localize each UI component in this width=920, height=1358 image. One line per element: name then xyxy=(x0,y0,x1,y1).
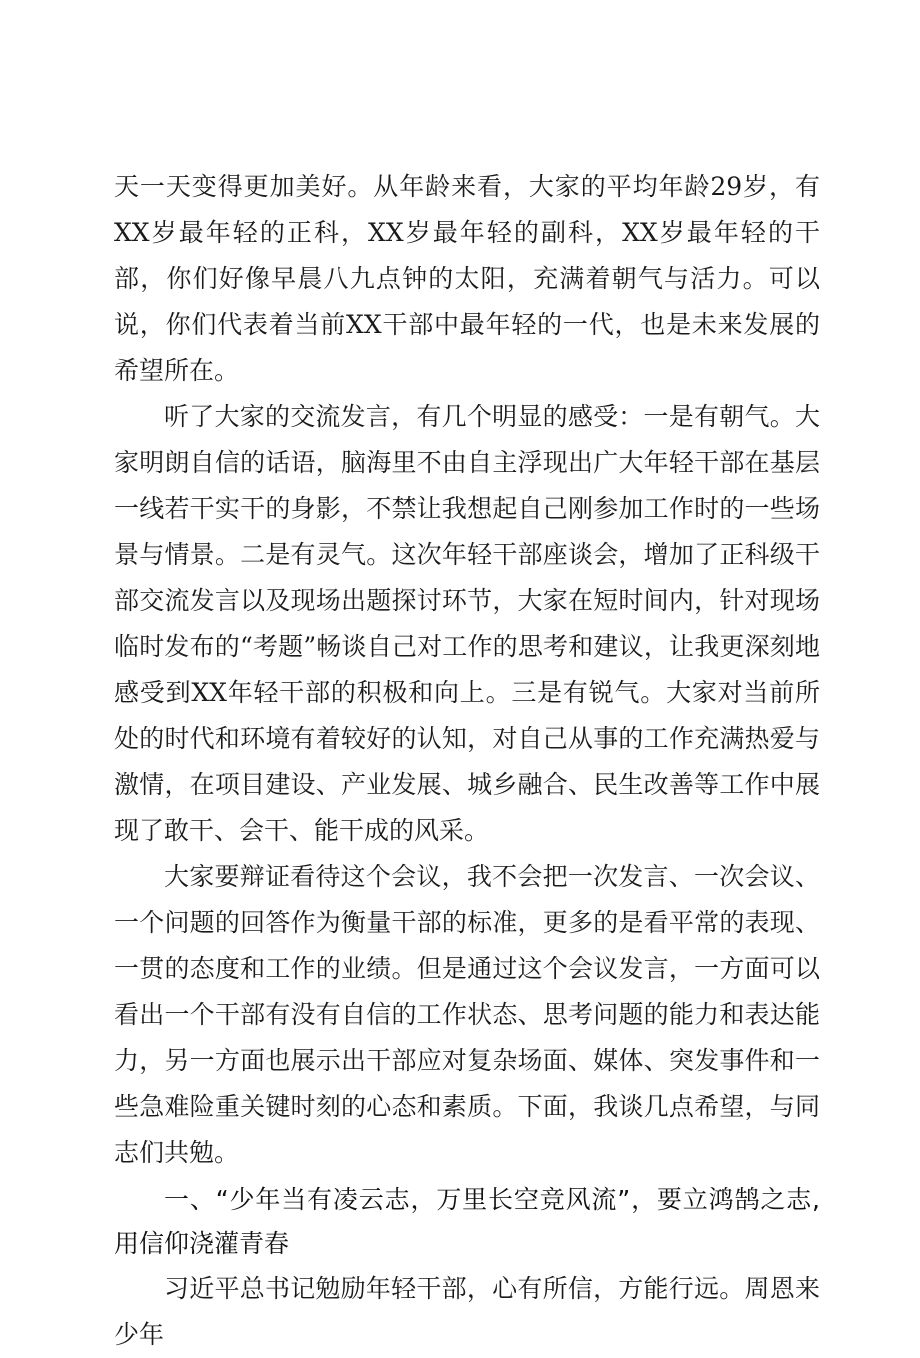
paragraph-1: 天一天变得更加美好。从年龄来看，大家的平均年龄29岁，有XX岁最年轻的正科，XX岁最年轻的副科，XX岁最年轻的干部，你们好像早晨八九点钟的太阳，充满着朝气与活力。可以说，你们代表着当前XX干部中最年轻的一代，也是未来发展的希望所在。 xyxy=(114,172,820,385)
document-body xyxy=(114,164,820,1358)
paragraph-3: 大家要辩证看待这个会议，我不会把一次发言、一次会议、一个问题的回答作为衡量干部的标准，更多的是看平常的表现、一贯的态度和工作的业绩。但是通过这个会议发言，一方面可以看出一个干部有没有自信的工作状态、思考问题的能力和表达能力，另一方面也展示出干部应对复杂场面、媒体、突发事件和一些急难险重关键时刻的心态和素质。下面，我谈几点希望，与同志们共勉。 xyxy=(114,862,820,1167)
paragraph-2: 听了大家的交流发言，有几个明显的感受：一是有朝气。大家明朗自信的话语，脑海里不由自主浮现出广大年轻干部在基层一线若干实干的身影，不禁让我想起自己刚参加工作时的一些场景与情景。二是有灵气。这次年轻干部座谈会，增加了正科级干部交流发言以及现场出题探讨环节，大家在短时间内，针对现场临时发布的“考题”畅谈自己对工作的思考和建议，让我更深刻地感受到XX年轻干部的积极和向上。三是有锐气。大家对当前所处的时代和环境有着较好的认知，对自己从事的工作充满热爱与激情，在项目建设、产业发展、城乡融合、民生改善等工作中展现了敢干、会干、能干成的风采。 xyxy=(114,402,820,845)
paragraph-4: 习近平总书记勉励年轻干部，心有所信，方能行远。周恩来少年 xyxy=(114,1274,820,1349)
section-heading: 一、“少年当有凌云志，万里长空竞风流”，要立鸿鹄之志,用信仰浇灌青春 xyxy=(114,1185,820,1258)
